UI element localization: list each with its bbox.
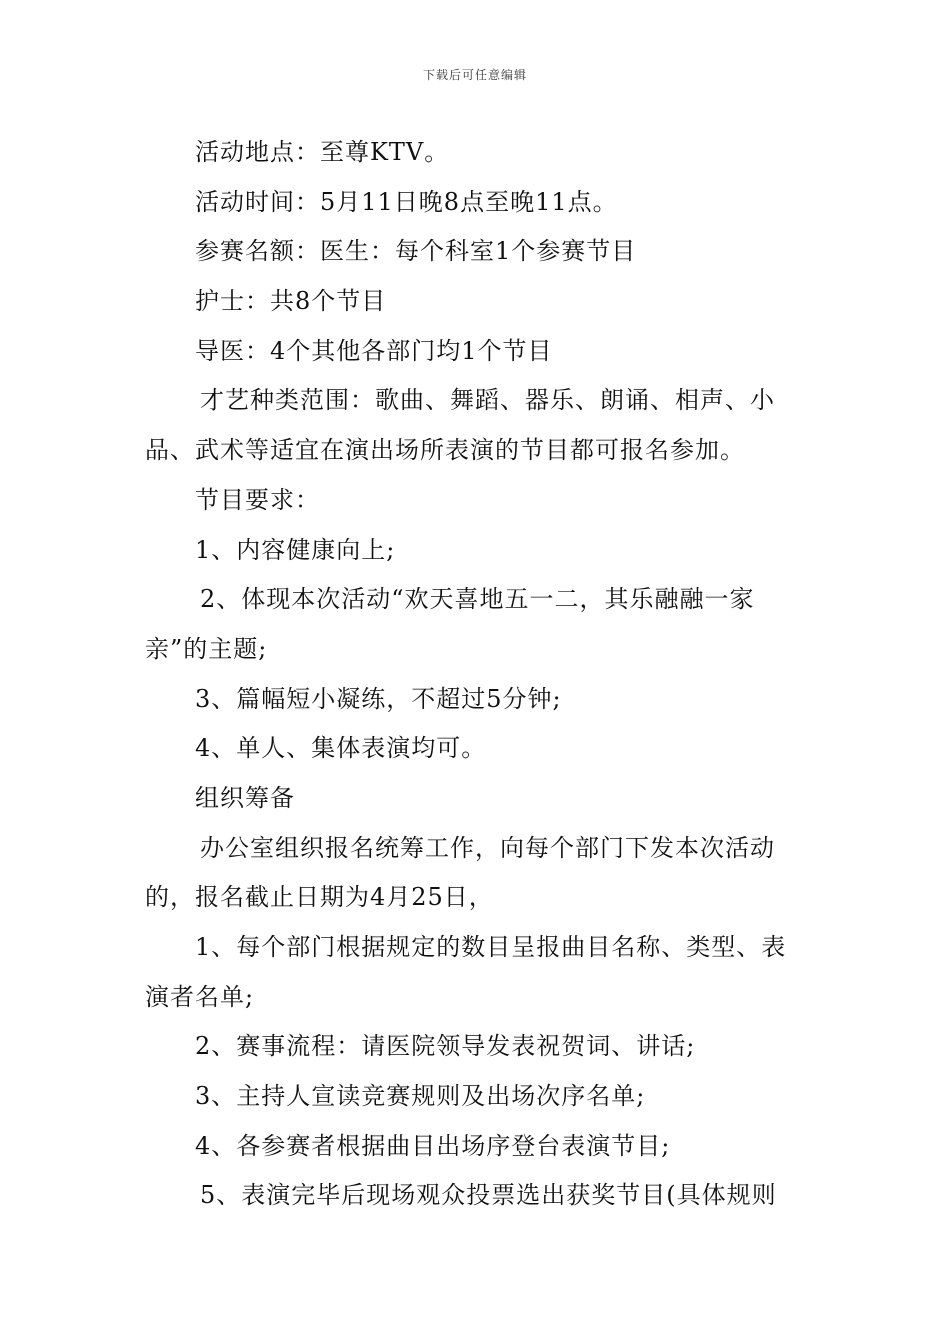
text-line-organization-heading: 组织筹备: [195, 784, 295, 812]
text-line-venue: 活动地点：至尊KTV。: [195, 138, 450, 166]
text-line-time: 活动时间：5月11日晚8点至晚11点。: [195, 188, 618, 216]
text-line-quota-nurses: 护士：共8个节目: [195, 287, 387, 315]
text-line-organization-cont: 的，报名截止日期为4月25日，: [145, 883, 494, 911]
text-line-req-1: 1、内容健康向上;: [195, 536, 396, 564]
text-line-quota-doctors: 参赛名额：医生：每个科室1个参赛节目: [195, 237, 637, 265]
text-line-step-1: 1、每个部门根据规定的数目呈报曲目名称、类型、表: [195, 933, 787, 961]
text-line-step-4: 4、各参赛者根据曲目出场序登台表演节目;: [195, 1132, 671, 1160]
text-line-organization: 办公室组织报名统筹工作，向每个部门下发本次活动: [200, 834, 775, 862]
header-note: 下载后可任意编辑: [422, 68, 527, 82]
text-line-requirements-heading: 节目要求：: [195, 486, 320, 514]
text-line-req-2: 2、体现本次活动“欢天喜地五一二，其乐融融一家: [200, 585, 755, 613]
text-line-req-2-cont: 亲”的主题;: [145, 635, 268, 663]
text-line-step-1-cont: 演者名单;: [145, 983, 255, 1011]
text-line-req-3: 3、篇幅短小凝练，不超过5分钟;: [195, 685, 562, 713]
text-line-step-5: 5、表演完毕后现场观众投票选出获奖节目(具体规则: [200, 1181, 777, 1209]
text-line-step-2: 2、赛事流程：请医院领导发表祝贺词、讲话;: [195, 1032, 696, 1060]
text-line-quota-guides: 导医：4个其他各部门均1个节目: [195, 337, 553, 365]
text-line-req-4: 4、单人、集体表演均可。: [195, 734, 487, 762]
text-line-step-3: 3、主持人宣读竞赛规则及出场次序名单;: [195, 1082, 646, 1110]
text-line-categories: 才艺种类范围：歌曲、舞蹈、器乐、朗诵、相声、小: [200, 386, 775, 414]
text-line-categories-cont: 品、武术等适宜在演出场所表演的节目都可报名参加。: [145, 436, 745, 464]
